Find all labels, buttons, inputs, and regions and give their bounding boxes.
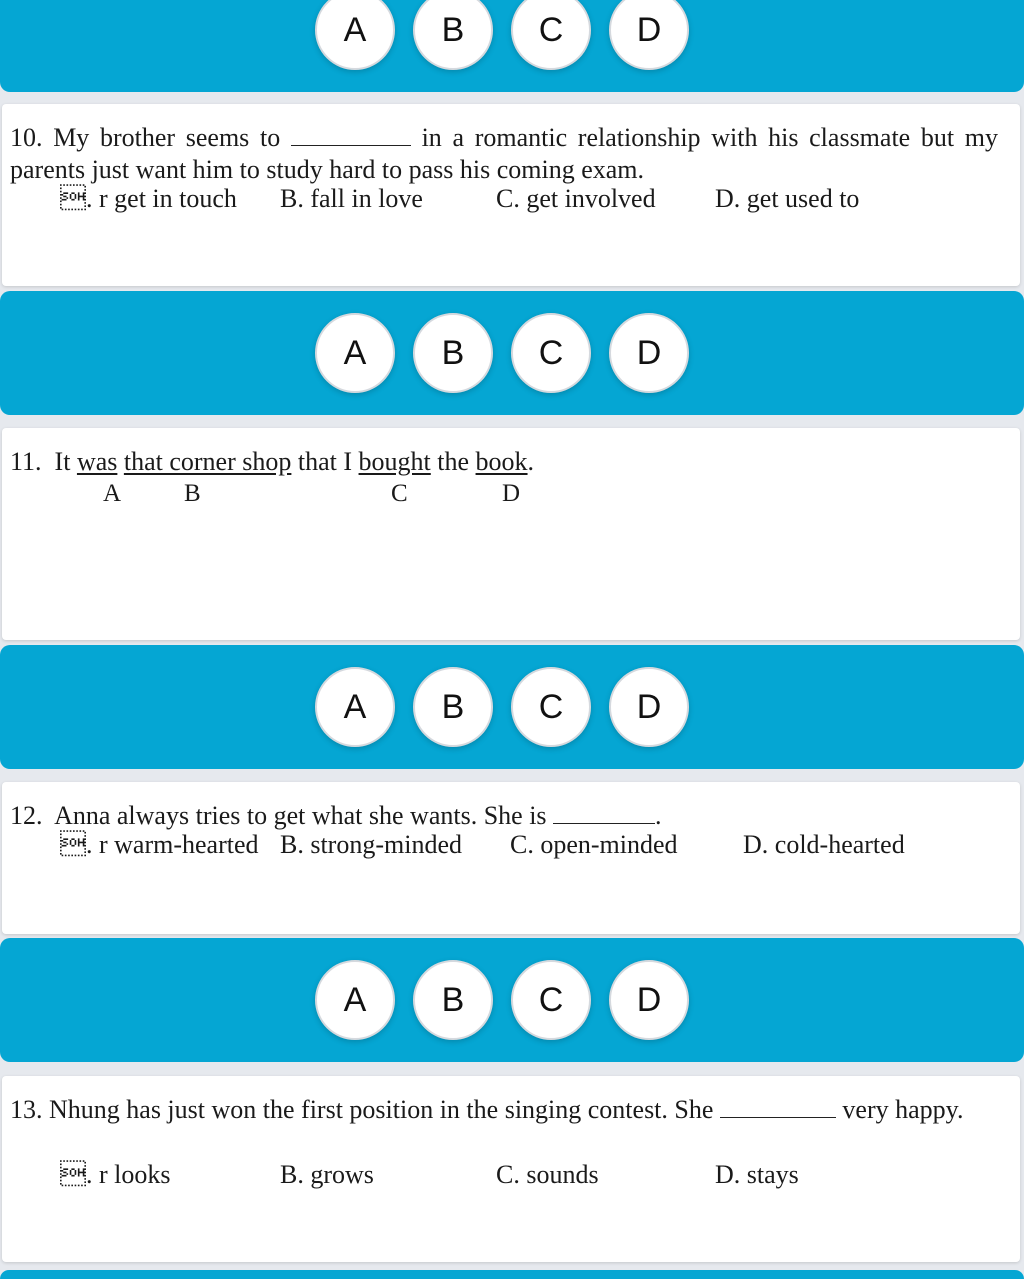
- option-a-button[interactable]: A: [315, 667, 395, 747]
- option-b-button[interactable]: B: [413, 960, 493, 1040]
- choice-a: . r warm-hearted: [60, 830, 259, 859]
- option-c-button[interactable]: C: [511, 0, 591, 70]
- answer-band-11: [0, 645, 1024, 769]
- option-c-button[interactable]: C: [511, 313, 591, 393]
- answer-band-10: [0, 291, 1024, 415]
- underlined-part-c: bought: [358, 447, 431, 476]
- option-b-button[interactable]: B: [413, 313, 493, 393]
- option-c-button[interactable]: C: [511, 667, 591, 747]
- answer-blank: [291, 125, 411, 146]
- answer-band-9: [0, 0, 1024, 92]
- choice-b: B. fall in love: [280, 184, 423, 213]
- option-a-button[interactable]: A: [315, 0, 395, 70]
- question-13-text: 13. Nhung has just won the first position in the singing contest. She very happy.: [10, 1095, 964, 1124]
- option-c-button[interactable]: C: [511, 960, 591, 1040]
- part-label-d: D: [502, 480, 521, 507]
- question-12-text: 12. Anna always tries to get what she wants. She is .: [10, 801, 662, 830]
- choice-c: C. open-minded: [510, 830, 678, 859]
- option-a-button[interactable]: A: [315, 960, 395, 1040]
- choice-d: D. get used to: [715, 184, 860, 213]
- part-label-a: A: [103, 480, 122, 507]
- choice-b: B. strong-minded: [280, 830, 462, 859]
- answer-band-12: [0, 938, 1024, 1062]
- option-a-button[interactable]: A: [315, 313, 395, 393]
- question-card-12: [2, 782, 1020, 934]
- answer-blank: [553, 803, 655, 824]
- option-b-button[interactable]: B: [413, 667, 493, 747]
- part-label-b: B: [184, 480, 201, 507]
- choice-b: B. grows: [280, 1160, 374, 1189]
- answer-band-13: [0, 1270, 1024, 1279]
- choice-d: D. cold-hearted: [743, 830, 905, 859]
- option-d-button[interactable]: D: [609, 313, 689, 393]
- answer-blank: [720, 1097, 836, 1118]
- underlined-part-a: was: [76, 447, 118, 476]
- underlined-part-b: that corner shop: [123, 447, 292, 476]
- option-d-button[interactable]: D: [609, 0, 689, 70]
- question-11-text: 11. It was that corner shop that I bought the book.: [10, 447, 535, 476]
- option-b-button[interactable]: B: [413, 0, 493, 70]
- question-card-11: [2, 428, 1020, 640]
- choice-a: . r get in touch: [60, 184, 237, 213]
- option-d-button[interactable]: D: [609, 960, 689, 1040]
- underlined-part-d: book: [475, 447, 528, 476]
- choice-c: C. sounds: [496, 1160, 599, 1189]
- option-d-button[interactable]: D: [609, 667, 689, 747]
- choice-d: D. stays: [715, 1160, 799, 1189]
- choice-c: C. get involved: [496, 184, 656, 213]
- part-label-c: C: [391, 480, 408, 507]
- question-card-10: [2, 104, 1020, 286]
- question-10-text: 10. My brother seems to in a romantic relationship with his classmate but my parents just want him to study hard to pass his coming exam.: [10, 123, 999, 184]
- question-card-13: [2, 1076, 1020, 1262]
- choice-a: . r looks: [60, 1160, 171, 1189]
